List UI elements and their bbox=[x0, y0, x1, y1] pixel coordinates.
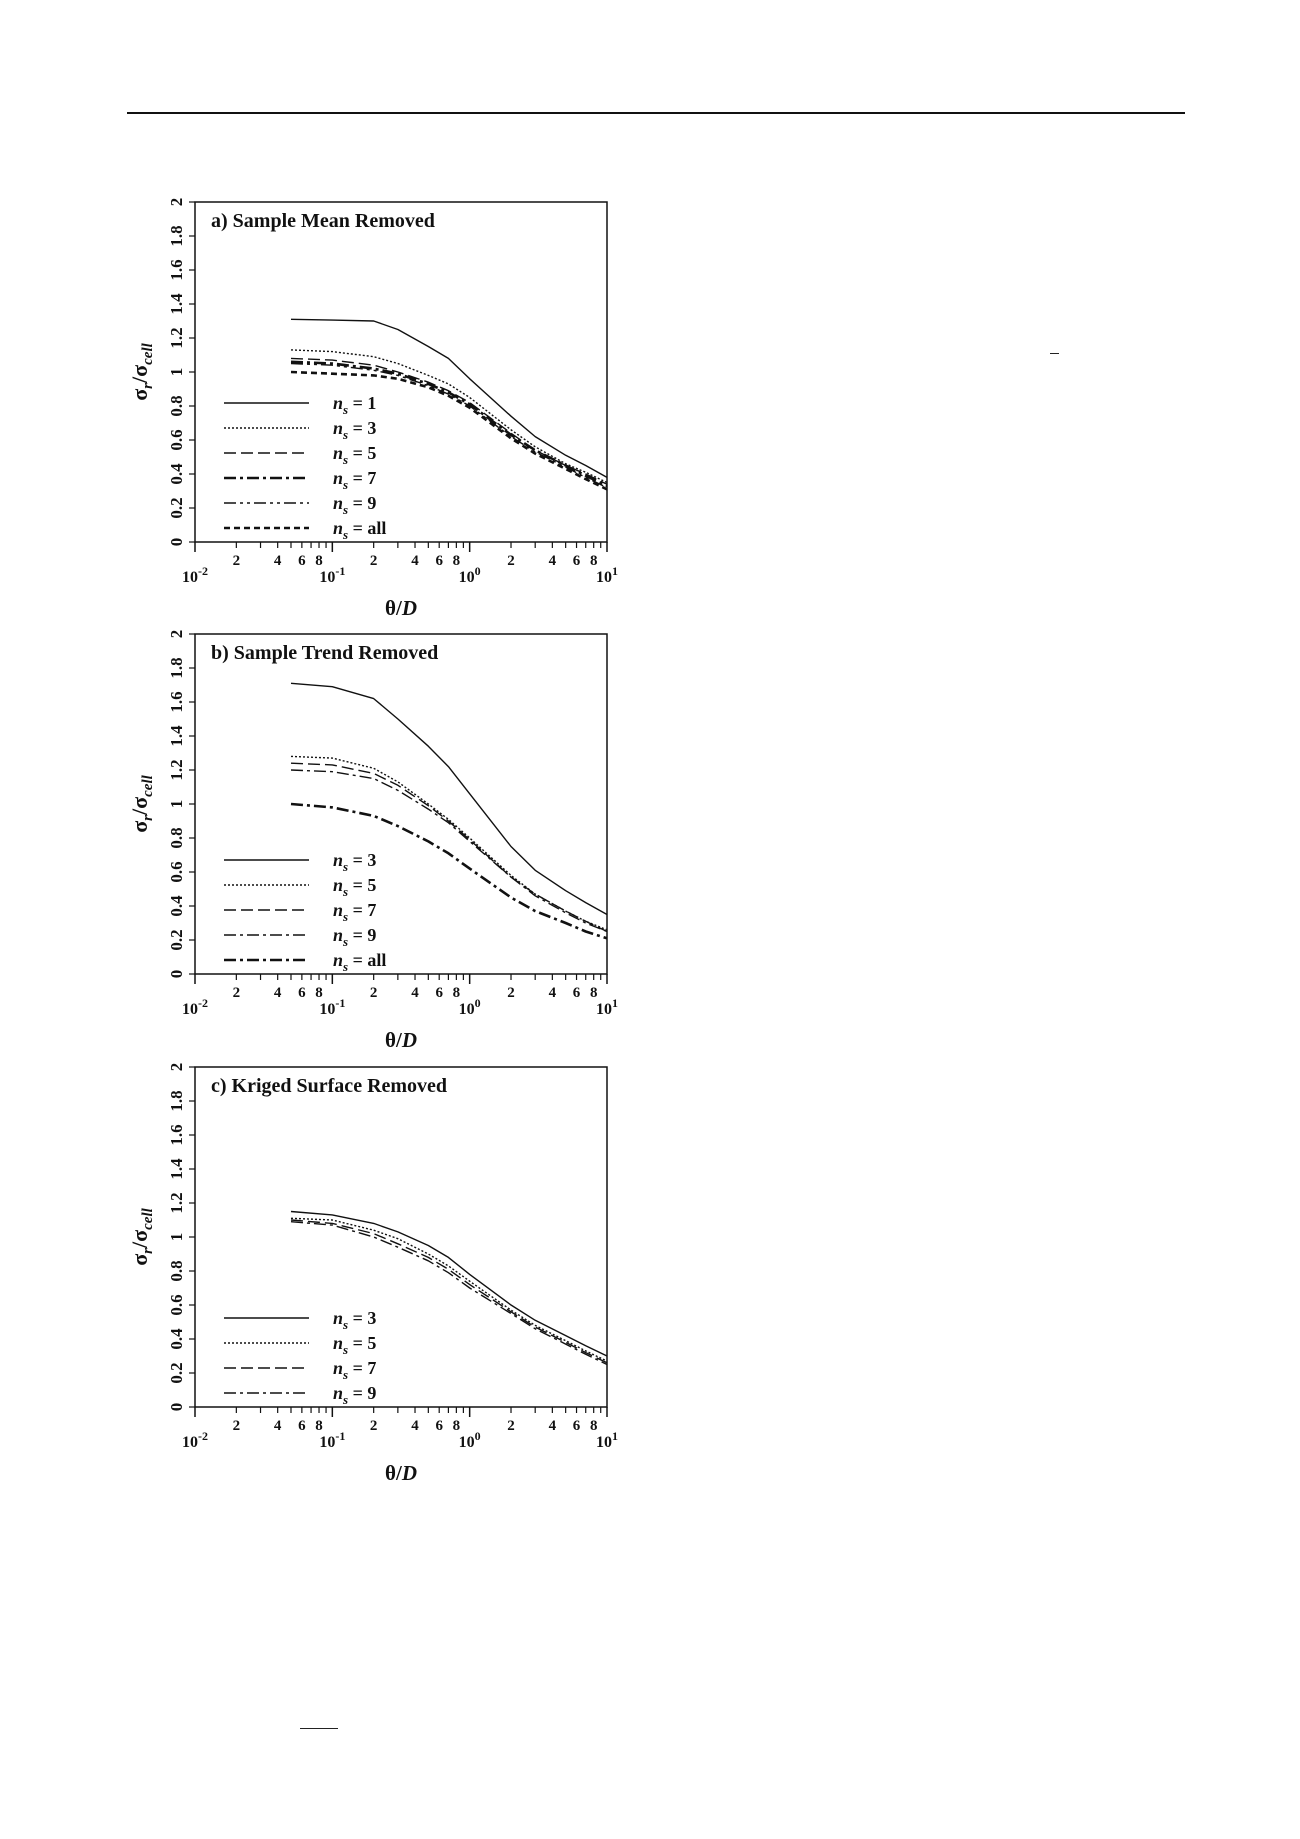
x-minor-tick-label: 6 bbox=[435, 985, 443, 1001]
legend-label bbox=[333, 1358, 376, 1382]
legend-label bbox=[333, 900, 376, 924]
x-minor-tick-label: 6 bbox=[298, 985, 306, 1001]
x-minor-tick-label: 8 bbox=[589, 553, 598, 569]
legend-label bbox=[333, 850, 376, 874]
legend-label-main: n bbox=[333, 1358, 344, 1378]
y-tick-label: 0.4 bbox=[167, 895, 186, 917]
x-minor-tick-label: 4 bbox=[548, 1418, 557, 1434]
legend-label bbox=[333, 518, 386, 542]
x-minor-tick-label: 8 bbox=[315, 553, 323, 569]
y-tick-label: 0.4 bbox=[167, 1328, 186, 1350]
legend-label-rest: = 9 bbox=[348, 925, 377, 945]
y-axis-label bbox=[127, 774, 156, 832]
legend-label bbox=[333, 1383, 376, 1407]
legend-label-main: n bbox=[333, 468, 344, 488]
y-label-sub-2: cell bbox=[140, 343, 156, 365]
x-tick-label bbox=[182, 996, 208, 1018]
y-tick-label: 0 bbox=[167, 537, 186, 547]
legend-label-sub: s bbox=[343, 1367, 349, 1382]
y-tick-label: 0.6 bbox=[167, 1294, 186, 1316]
legend-label-sub: s bbox=[343, 477, 349, 492]
y-tick-label: 0.2 bbox=[167, 1362, 186, 1384]
x-tick-exponent: -1 bbox=[335, 1429, 346, 1443]
legend-label-sub: s bbox=[343, 959, 349, 974]
legend-label-sub: s bbox=[343, 909, 349, 924]
x-axis-label bbox=[385, 596, 417, 620]
y-label-sub-2: cell bbox=[140, 775, 156, 797]
x-minor-tick-label: 2 bbox=[507, 985, 515, 1001]
x-tick-label bbox=[319, 996, 345, 1018]
x-minor-tick-label: 8 bbox=[315, 985, 323, 1001]
x-minor-tick-label: 2 bbox=[369, 553, 378, 569]
y-label-symbol-1: σ bbox=[127, 1253, 152, 1266]
y-tick-label: 0.4 bbox=[167, 463, 186, 485]
y-tick-label: 2 bbox=[167, 197, 186, 207]
x-minor-tick-label: 4 bbox=[411, 1418, 419, 1434]
legend-label-sub: s bbox=[343, 1317, 349, 1332]
legend-label-rest: = 7 bbox=[348, 900, 377, 920]
plot-frame bbox=[195, 202, 607, 542]
y-tick-label: 0.6 bbox=[167, 861, 186, 883]
legend-label-main: n bbox=[333, 393, 344, 413]
x-tick-label bbox=[459, 564, 481, 586]
x-tick-exponent: 1 bbox=[612, 564, 618, 578]
x-label-base: θ/ bbox=[385, 1461, 402, 1485]
x-tick-exponent: 0 bbox=[474, 996, 481, 1010]
y-label-sub-1: r bbox=[140, 1247, 156, 1254]
y-tick-label: 1.4 bbox=[167, 293, 186, 315]
y-label-symbol-2: σ bbox=[127, 1229, 152, 1242]
y-label-symbol-1: σ bbox=[127, 388, 152, 401]
x-minor-tick-label: 2 bbox=[232, 553, 241, 569]
x-tick-exponent: 1 bbox=[612, 1429, 618, 1443]
chart-title: b) Sample Trend Removed bbox=[211, 642, 439, 664]
x-minor-tick-label: 4 bbox=[548, 553, 557, 569]
x-tick-base: 10 bbox=[319, 569, 336, 586]
x-minor-tick-label: 4 bbox=[273, 553, 282, 569]
x-tick-label bbox=[459, 1429, 481, 1451]
y-tick-label: 1 bbox=[167, 799, 186, 809]
y-tick-label: 1.8 bbox=[167, 657, 186, 679]
x-minor-tick-label: 2 bbox=[232, 985, 241, 1001]
x-minor-tick-label: 4 bbox=[548, 985, 557, 1001]
chart-panel-2 bbox=[127, 1063, 618, 1485]
x-tick-exponent: -1 bbox=[335, 564, 346, 578]
x-axis-label bbox=[385, 1028, 417, 1052]
legend-label bbox=[333, 468, 376, 492]
x-minor-tick-label: 8 bbox=[452, 1418, 461, 1434]
legend-label bbox=[333, 925, 376, 949]
y-tick-label: 1.2 bbox=[167, 327, 186, 349]
x-label-italic: D bbox=[401, 596, 417, 620]
chart-panel-1 bbox=[127, 630, 618, 1052]
legend-label-rest: = 9 bbox=[348, 1383, 377, 1403]
x-tick-label bbox=[319, 1429, 345, 1451]
legend-label-sub: s bbox=[343, 934, 349, 949]
legend-label-sub: s bbox=[343, 1392, 349, 1407]
legend-label-main: n bbox=[333, 1383, 344, 1403]
chart-title: a) Sample Mean Removed bbox=[211, 210, 435, 232]
y-label-separator: / bbox=[127, 376, 152, 383]
legend-label-rest: = 9 bbox=[348, 493, 377, 513]
y-tick-label: 2 bbox=[167, 1062, 186, 1072]
legend-label-rest: = all bbox=[348, 950, 387, 970]
legend-label-rest: = 3 bbox=[348, 418, 377, 438]
x-tick-base: 10 bbox=[319, 1434, 336, 1451]
x-tick-exponent: -1 bbox=[335, 996, 346, 1010]
legend-label bbox=[333, 393, 376, 417]
chart-title: c) Kriged Surface Removed bbox=[211, 1075, 448, 1097]
legend-label bbox=[333, 1333, 376, 1357]
x-minor-tick-label: 2 bbox=[369, 985, 378, 1001]
y-label-sub-1: r bbox=[140, 814, 156, 821]
legend-label-rest: = all bbox=[348, 518, 387, 538]
x-tick-base: 10 bbox=[596, 1434, 612, 1451]
legend-label bbox=[333, 950, 386, 974]
legend-label-sub: s bbox=[343, 859, 349, 874]
y-tick-label: 1.2 bbox=[167, 759, 186, 781]
y-tick-label: 1.6 bbox=[167, 1124, 186, 1146]
y-tick-label: 0 bbox=[167, 1402, 186, 1412]
x-minor-tick-label: 6 bbox=[572, 985, 581, 1001]
x-tick-base: 10 bbox=[182, 569, 198, 586]
x-minor-tick-label: 6 bbox=[572, 1418, 581, 1434]
x-minor-tick-label: 6 bbox=[298, 1418, 306, 1434]
legend-label-sub: s bbox=[343, 452, 349, 467]
legend-label-rest: = 3 bbox=[348, 1308, 377, 1328]
x-tick-label bbox=[459, 996, 481, 1018]
x-tick-exponent: 1 bbox=[612, 996, 618, 1010]
y-label-sub-2: cell bbox=[140, 1208, 156, 1230]
x-minor-tick-label: 8 bbox=[452, 553, 461, 569]
x-minor-tick-label: 2 bbox=[232, 1418, 241, 1434]
x-minor-tick-label: 6 bbox=[435, 1418, 443, 1434]
y-axis-label bbox=[127, 342, 156, 400]
x-minor-tick-label: 8 bbox=[452, 985, 461, 1001]
legend-label-main: n bbox=[333, 850, 344, 870]
x-tick-label bbox=[182, 564, 208, 586]
x-tick-exponent: -2 bbox=[198, 564, 208, 578]
small-dash-mark bbox=[1050, 353, 1059, 354]
x-label-italic: D bbox=[401, 1461, 417, 1485]
x-tick-label bbox=[596, 1429, 618, 1451]
x-tick-exponent: 0 bbox=[474, 1429, 481, 1443]
x-minor-tick-label: 6 bbox=[435, 553, 443, 569]
y-tick-label: 0.6 bbox=[167, 429, 186, 451]
legend-label-sub: s bbox=[343, 1342, 349, 1357]
footnote-rule bbox=[300, 1728, 338, 1729]
legend-label-rest: = 5 bbox=[348, 875, 377, 895]
y-tick-label: 1.4 bbox=[167, 1158, 186, 1180]
chart-panel-0 bbox=[127, 198, 618, 620]
legend-label bbox=[333, 1308, 376, 1332]
legend-label-sub: s bbox=[343, 427, 349, 442]
y-tick-label: 0 bbox=[167, 969, 186, 979]
y-label-separator: / bbox=[127, 1241, 152, 1248]
x-minor-tick-label: 2 bbox=[507, 1418, 515, 1434]
y-label-symbol-2: σ bbox=[127, 796, 152, 809]
legend-label-main: n bbox=[333, 925, 344, 945]
x-label-base: θ/ bbox=[385, 1028, 402, 1052]
legend-label-main: n bbox=[333, 493, 344, 513]
y-tick-label: 1.4 bbox=[167, 725, 186, 747]
x-tick-base: 10 bbox=[596, 1001, 612, 1018]
x-tick-base: 10 bbox=[458, 569, 475, 586]
x-minor-tick-label: 2 bbox=[369, 1418, 378, 1434]
legend-label-main: n bbox=[333, 900, 344, 920]
y-tick-label: 1.6 bbox=[167, 259, 186, 281]
y-tick-label: 0.8 bbox=[167, 827, 186, 849]
y-tick-label: 0.8 bbox=[167, 395, 186, 417]
x-tick-exponent: -2 bbox=[198, 1429, 208, 1443]
y-tick-label: 1.8 bbox=[167, 1090, 186, 1112]
y-label-symbol-1: σ bbox=[127, 820, 152, 833]
y-tick-label: 2 bbox=[167, 629, 186, 639]
y-tick-label: 1.2 bbox=[167, 1192, 186, 1214]
x-tick-base: 10 bbox=[182, 1434, 198, 1451]
legend-label-sub: s bbox=[343, 884, 349, 899]
legend-label bbox=[333, 418, 376, 442]
legend-label-main: n bbox=[333, 1308, 344, 1328]
legend-label-rest: = 5 bbox=[348, 443, 377, 463]
y-label-separator: / bbox=[127, 808, 152, 815]
x-tick-base: 10 bbox=[319, 1001, 336, 1018]
x-tick-exponent: -2 bbox=[198, 996, 208, 1010]
legend-label bbox=[333, 443, 376, 467]
x-tick-label bbox=[319, 564, 345, 586]
x-tick-exponent: 0 bbox=[474, 564, 481, 578]
x-minor-tick-label: 8 bbox=[315, 1418, 323, 1434]
y-tick-label: 1.6 bbox=[167, 691, 186, 713]
legend-label-rest: = 7 bbox=[348, 468, 377, 488]
x-minor-tick-label: 6 bbox=[572, 553, 581, 569]
legend-label-sub: s bbox=[343, 502, 349, 517]
legend-label-main: n bbox=[333, 518, 344, 538]
legend-label-main: n bbox=[333, 950, 344, 970]
x-tick-label bbox=[596, 996, 618, 1018]
x-tick-base: 10 bbox=[458, 1434, 475, 1451]
y-tick-label: 0.8 bbox=[167, 1260, 186, 1282]
y-tick-label: 1 bbox=[167, 1232, 186, 1242]
y-label-symbol-2: σ bbox=[127, 364, 152, 377]
x-tick-label bbox=[182, 1429, 208, 1451]
x-tick-base: 10 bbox=[182, 1001, 198, 1018]
legend-label-main: n bbox=[333, 1333, 344, 1353]
x-minor-tick-label: 8 bbox=[589, 985, 598, 1001]
x-minor-tick-label: 2 bbox=[507, 553, 515, 569]
x-tick-base: 10 bbox=[596, 569, 612, 586]
legend-label-rest: = 7 bbox=[348, 1358, 377, 1378]
plot-frame bbox=[195, 634, 607, 974]
x-tick-base: 10 bbox=[458, 1001, 475, 1018]
x-label-base: θ/ bbox=[385, 596, 402, 620]
y-label-sub-1: r bbox=[140, 382, 156, 389]
legend-label-rest: = 5 bbox=[348, 1333, 377, 1353]
x-minor-tick-label: 4 bbox=[273, 985, 282, 1001]
x-minor-tick-label: 6 bbox=[298, 553, 306, 569]
x-minor-tick-label: 8 bbox=[589, 1418, 598, 1434]
x-label-italic: D bbox=[401, 1028, 417, 1052]
x-minor-tick-label: 4 bbox=[273, 1418, 282, 1434]
legend-label bbox=[333, 875, 376, 899]
legend-label-main: n bbox=[333, 875, 344, 895]
y-tick-label: 1 bbox=[167, 367, 186, 377]
legend-label-sub: s bbox=[343, 527, 349, 542]
x-minor-tick-label: 4 bbox=[411, 985, 419, 1001]
legend-label-main: n bbox=[333, 443, 344, 463]
x-axis-label bbox=[385, 1461, 417, 1485]
y-tick-label: 1.8 bbox=[167, 225, 186, 247]
legend-label-main: n bbox=[333, 418, 344, 438]
y-tick-label: 0.2 bbox=[167, 497, 186, 519]
y-axis-label bbox=[127, 1207, 156, 1265]
x-minor-tick-label: 4 bbox=[411, 553, 419, 569]
legend-label-rest: = 3 bbox=[348, 850, 377, 870]
legend-label bbox=[333, 493, 376, 517]
legend-label-sub: s bbox=[343, 402, 349, 417]
legend-label-rest: = 1 bbox=[348, 393, 377, 413]
y-tick-label: 0.2 bbox=[167, 929, 186, 951]
x-tick-label bbox=[596, 564, 618, 586]
plot-frame bbox=[195, 1067, 607, 1407]
